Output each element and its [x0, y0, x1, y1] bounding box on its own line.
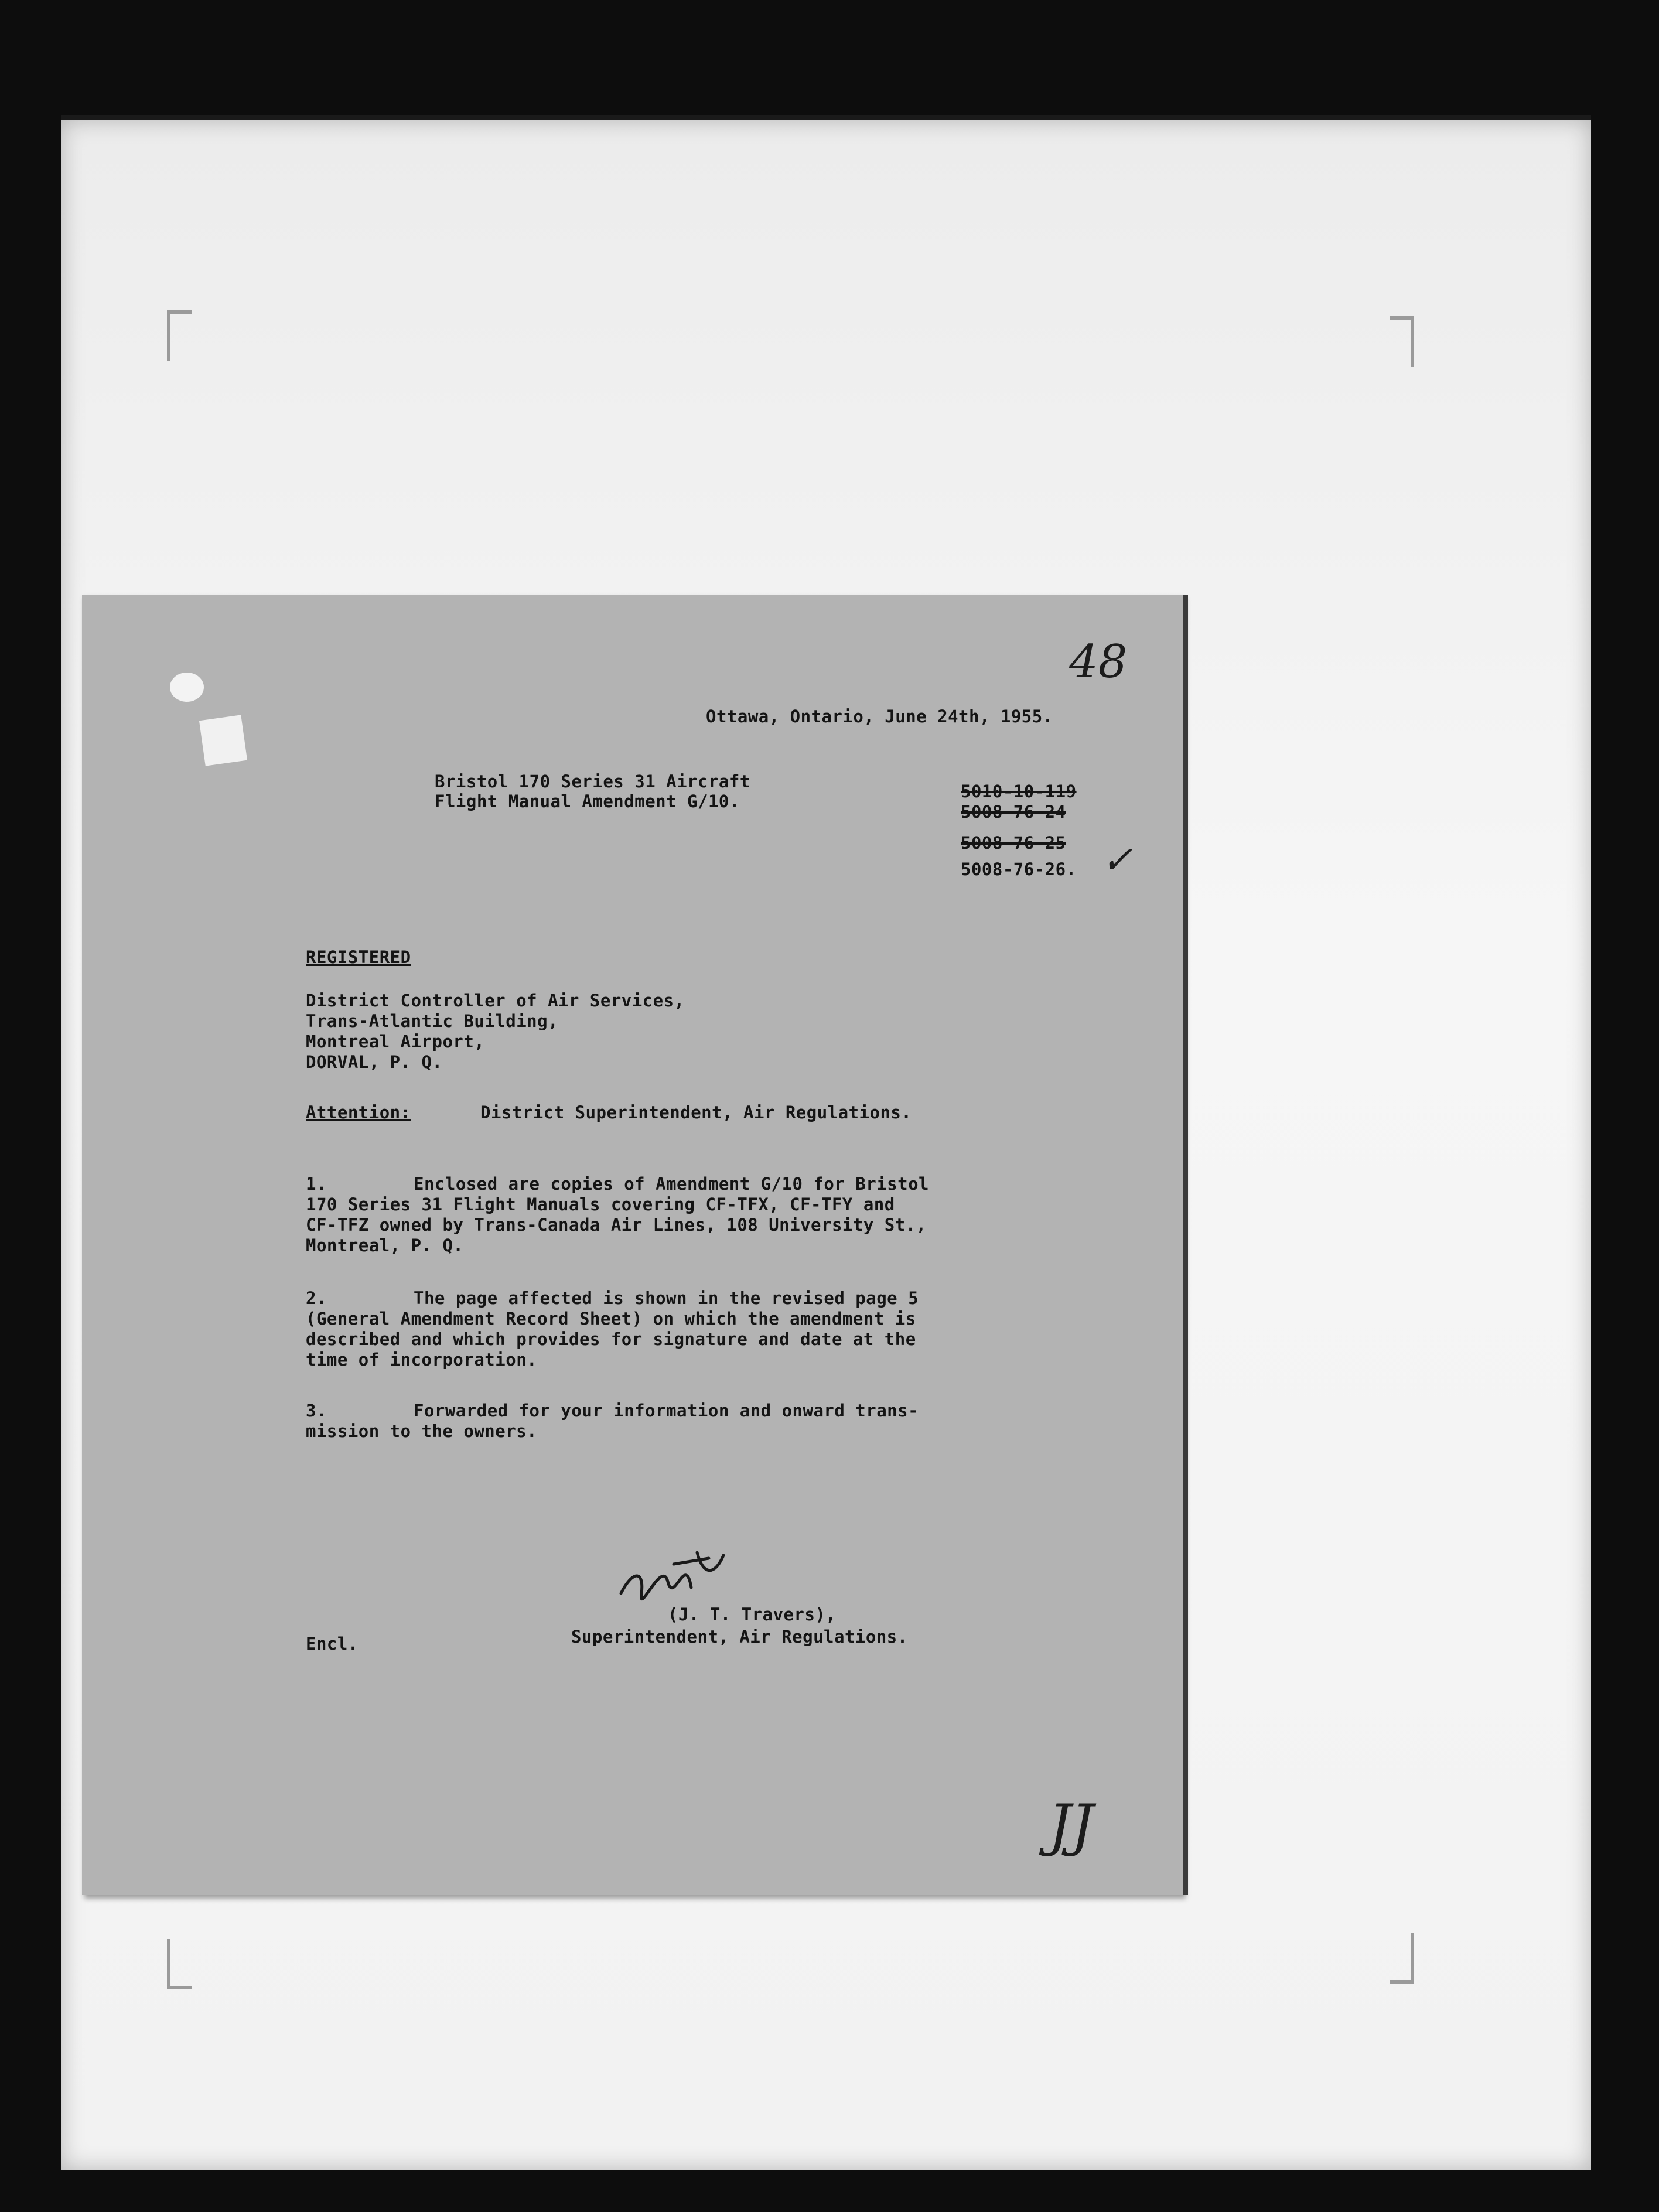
file-ref-4: 5008-76-26.	[961, 859, 1077, 879]
paragraph-2-number: 2.	[306, 1288, 327, 1308]
paragraph-1-line-1: Enclosed are copies of Amendment G/10 for Bristol	[414, 1174, 930, 1194]
subject-line-1: Bristol 170 Series 31 Aircraft	[435, 772, 750, 791]
file-ref-3: 5008-76-25	[961, 833, 1066, 853]
check-mark: ✓	[1101, 839, 1133, 882]
address-line-2: Trans-Atlantic Building,	[306, 1011, 559, 1031]
paragraph-2-line-2: (General Amendment Record Sheet) on which the amendment is	[306, 1309, 916, 1329]
signatory-title: Superintendent, Air Regulations.	[571, 1627, 908, 1647]
paragraph-2-line-1: The page affected is shown in the revised page 5	[414, 1288, 919, 1308]
paragraph-2-line-3: described and which provides for signature and date at the	[306, 1329, 916, 1349]
attention-text: District Superintendent, Air Regulations.	[480, 1102, 912, 1122]
punch-hole	[170, 673, 204, 702]
paragraph-1-line-3: CF-TFZ owned by Trans-Canada Air Lines, 108 University St.,	[306, 1215, 927, 1235]
signature-scribble	[615, 1547, 732, 1611]
crop-mark-bottom-left	[167, 1939, 192, 1989]
enclosure-label: Encl.	[306, 1634, 359, 1654]
crop-mark-top-left	[167, 310, 192, 361]
handwritten-initials: JJ	[1049, 1793, 1094, 1858]
page-number: 48	[1069, 636, 1128, 688]
paragraph-3-line-2: mission to the owners.	[306, 1421, 538, 1441]
crop-mark-bottom-right	[1390, 1933, 1414, 1984]
attention-label: Attention:	[306, 1102, 411, 1122]
address-line-4: DORVAL, P. Q.	[306, 1052, 443, 1072]
dateline: Ottawa, Ontario, June 24th, 1955.	[706, 706, 1053, 726]
paragraph-3-line-1: Forwarded for your information and onward trans-	[414, 1401, 919, 1421]
address-line-1: District Controller of Air Services,	[306, 991, 685, 1011]
paragraph-3-number: 3.	[306, 1401, 327, 1421]
paragraph-2-line-4: time of incorporation.	[306, 1350, 538, 1370]
address-line-3: Montreal Airport,	[306, 1032, 485, 1052]
subject-line-2: Flight Manual Amendment G/10.	[435, 791, 740, 811]
file-ref-2: 5008-76-24	[961, 802, 1066, 822]
paragraph-1-line-2: 170 Series 31 Flight Manuals covering CF-TFX, CF-TFY and	[306, 1194, 895, 1214]
paragraph-1-line-4: Montreal, P. Q.	[306, 1235, 464, 1255]
file-ref-1: 5010-10-119	[961, 781, 1077, 801]
paragraph-1-number: 1.	[306, 1174, 327, 1194]
crop-mark-top-right	[1390, 316, 1414, 367]
torn-patch	[199, 715, 247, 766]
signatory-name: (J. T. Travers),	[668, 1605, 837, 1624]
registered-label: REGISTERED	[306, 947, 411, 967]
